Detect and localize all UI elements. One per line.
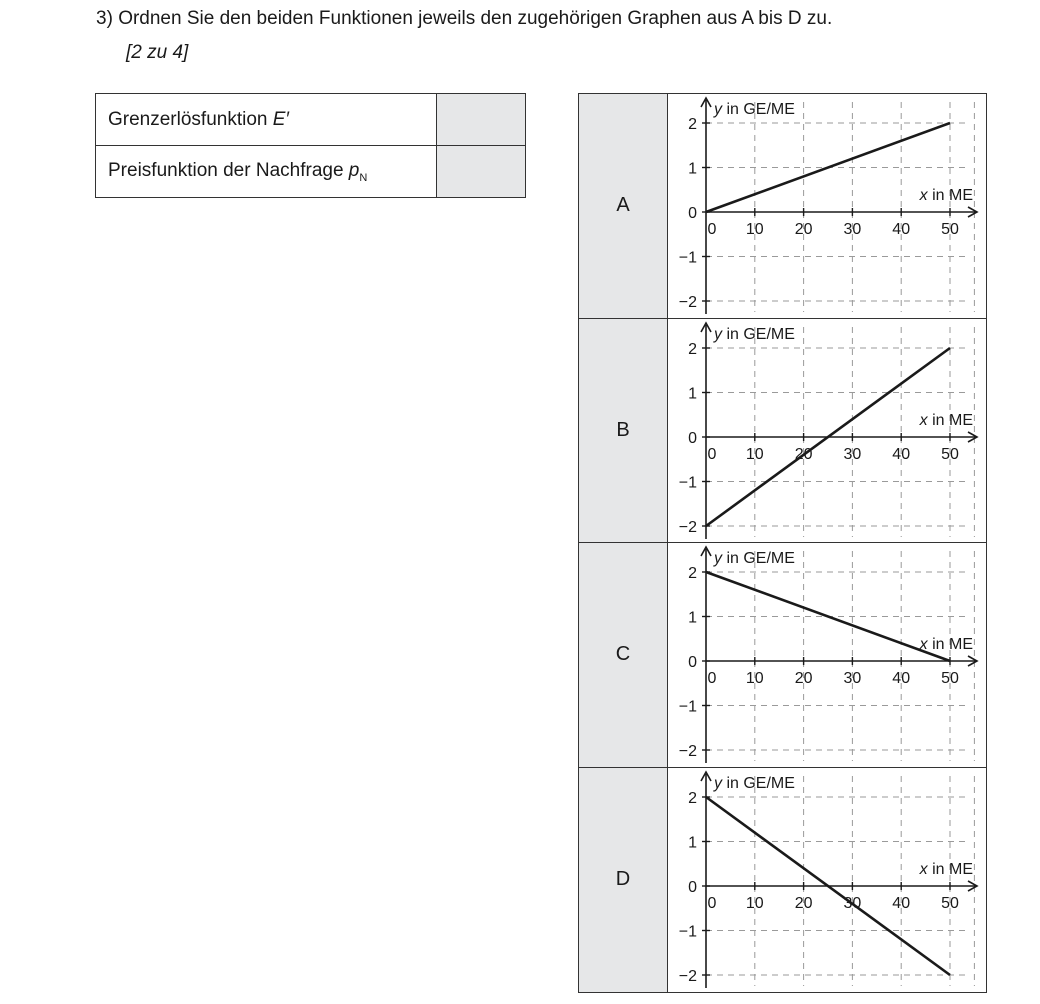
y-tick-label: 1 [688,160,697,178]
table-row [96,94,526,146]
x-tick-label: 20 [794,894,813,912]
y-tick-label: 0 [688,654,697,671]
y-axis-label: y in GE/ME [714,325,795,343]
question-text [96,8,832,30]
x-tick-label: 50 [941,670,959,687]
question-number: 3) [96,8,113,29]
function-label-marginal-revenue [96,94,437,146]
function-subscript: N [359,171,368,184]
x-tick-label: 0 [707,670,717,687]
graph-row-b [579,319,986,544]
y-tick-label: −2 [678,518,697,536]
y-tick-label: 2 [688,789,697,807]
y-tick-label: −1 [678,923,697,940]
answer-box-marginal-revenue[interactable] [437,94,526,146]
y-tick-label: −1 [678,698,697,716]
y-tick-label: 0 [688,429,697,447]
x-tick-label: 30 [843,670,862,687]
x-tick-label: 50 [941,445,959,463]
function-symbol: E′ [272,108,289,130]
x-tick-label: 40 [892,445,911,463]
x-tick-label: 10 [745,894,764,912]
graph-letter: A [579,94,668,318]
x-tick-label: 10 [745,670,764,687]
question-points: [2 zu 4] [126,42,189,63]
answer-box-demand-price[interactable] [437,146,526,198]
graph-row-c [579,543,986,768]
x-axis-label: x in ME [919,636,973,653]
y-axis-label: y in GE/ME [714,550,795,567]
x-axis-label: x in ME [919,411,973,429]
x-tick-label: 40 [892,221,911,238]
question-prompt: Ordnen Sie den beiden Funktionen jeweils den zugehörigen Graphen aus A bis D zu. [118,8,833,29]
x-tick-label: 20 [794,221,813,238]
y-tick-label: −2 [678,967,697,985]
y-tick-label: 0 [688,205,697,222]
x-tick-label: 0 [707,894,717,912]
y-axis-label: y in GE/ME [714,101,795,118]
x-axis-label: x in ME [919,860,973,878]
graph-letter: C [579,543,668,767]
y-tick-label: −2 [678,743,697,760]
x-tick-label: 20 [794,670,813,687]
y-tick-label: −1 [678,474,697,491]
x-tick-label: 50 [941,221,959,238]
assignment-table [95,93,526,198]
function-label-text: Grenzerlösfunktion [108,108,273,130]
graph-b-plot [668,319,986,541]
x-tick-label: 20 [794,445,813,463]
x-tick-label: 10 [745,221,764,238]
function-label-text: Preisfunktion der Nachfrage [108,159,349,181]
graph-a-plot [668,94,986,316]
y-axis-label: y in GE/ME [714,774,795,792]
graph-row-d [579,768,986,993]
y-tick-label: 1 [688,834,697,851]
y-tick-label: −2 [678,294,697,311]
graph-letter: D [579,768,668,993]
x-tick-label: 30 [843,445,862,463]
y-tick-label: 1 [688,385,697,402]
function-label-demand-price [96,146,437,198]
y-tick-label: 2 [688,340,697,358]
x-tick-label: 0 [707,221,717,238]
function-symbol: p [348,159,360,181]
y-tick-label: 2 [688,565,697,582]
graph-row-a [579,94,986,319]
x-tick-label: 40 [892,894,911,912]
x-tick-label: 30 [843,221,862,238]
table-row [96,146,526,198]
y-tick-label: 2 [688,116,697,133]
graph-options-table [578,93,987,993]
graph-d-plot [668,768,986,990]
x-axis-label: x in ME [919,187,973,204]
y-tick-label: −1 [678,249,697,267]
graph-c-plot [668,543,986,765]
x-tick-label: 40 [892,670,911,687]
y-tick-label: 1 [688,609,697,627]
x-tick-label: 30 [843,894,862,912]
x-tick-label: 10 [745,445,764,463]
x-tick-label: 50 [941,894,959,912]
graph-letter: B [579,319,668,543]
y-tick-label: 0 [688,878,697,896]
x-tick-label: 0 [707,445,717,463]
